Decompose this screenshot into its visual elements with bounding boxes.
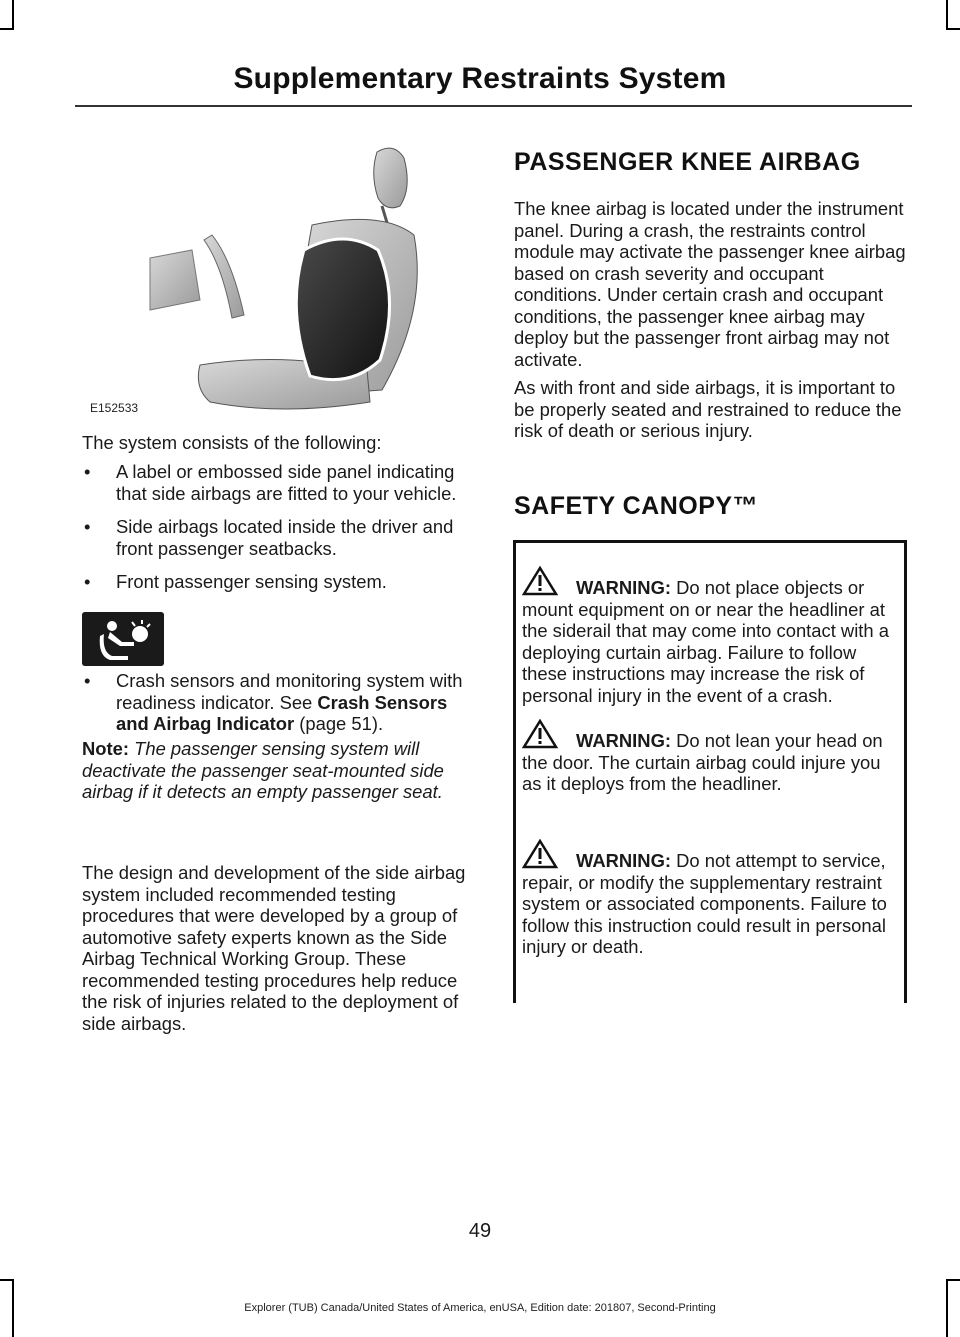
- list-item: [82, 670, 477, 735]
- airbag-warning-icon: [82, 612, 164, 666]
- header-divider: [75, 105, 912, 107]
- note-paragraph: [82, 738, 477, 803]
- warning-text: Do not place objects or mount equipment on or near the headliner at the siderail that may come into contact with a deploying curtain airbag. Failure to follow these instructions may increase the risk of personal injury in the event of a crash.: [522, 577, 889, 706]
- figure-id: E152533: [90, 401, 139, 415]
- note-label: Note:: [82, 738, 129, 759]
- design-paragraph: The design and development of the side airbag system included recommended testing procedures that were developed by a group of automotive safety experts known as the Side Airbag Technical Working Group. These recommended testing procedures help reduce the risk of injuries related to the deployment of side airbags.: [82, 862, 466, 1034]
- crop-mark: [946, 1279, 960, 1281]
- warning-2: [522, 719, 898, 795]
- warning-triangle-icon: [522, 719, 574, 749]
- components-list: [82, 461, 477, 605]
- knee-airbag-heading: PASSENGER KNEE AIRBAG: [514, 148, 861, 176]
- crash-bullet-text: Crash sensors and monitoring system with readiness indicator. See: [116, 670, 463, 713]
- warning-triangle-icon: [522, 566, 574, 596]
- knee-paragraph-1: The knee airbag is located under the instrument panel. During a crash, the restraints control module may activate the passenger knee airbag based on crash severity and occupant conditions. Under certain crash and occupant conditions, the passenger knee airbag may deploy but the passenger front airbag may not activate.: [514, 198, 906, 370]
- intro-paragraph: The system consists of the following:: [82, 432, 382, 453]
- warning-text: Do not attempt to service, repair, or modify the supplementary restraint system or associated components. Failure to follow this instruction could result in personal injury or death.: [522, 850, 887, 957]
- page-number: 49: [468, 1220, 492, 1242]
- side-airbag-seat-illustration: [82, 140, 432, 420]
- crop-mark: [12, 0, 14, 28]
- page-title: Supplementary Restraints System: [233, 62, 727, 95]
- crop-mark: [0, 1279, 14, 1281]
- crash-bullet-page: (page 51).: [294, 713, 384, 734]
- crop-mark: [0, 28, 14, 30]
- crop-mark: [946, 28, 960, 30]
- crash-sensors-link[interactable]: Crash Sensors and Airbag Indicator: [116, 691, 448, 734]
- warning-text: Do not lean your head on the door. The curtain airbag could injure you as it deploys from the headliner.: [522, 730, 883, 794]
- list-item: • A label or embossed side panel indicating that side airbags are fitted to your vehicle.: [82, 461, 477, 504]
- warning-label: WARNING:: [576, 850, 672, 871]
- crop-mark: [946, 0, 948, 28]
- warning-1: [522, 566, 898, 706]
- note-text: The passenger sensing system will deactivate the passenger seat-mounted side airbag if it detects an empty passenger seat.: [82, 738, 444, 802]
- warning-label: WARNING:: [576, 577, 672, 598]
- footer-text: Explorer (TUB) Canada/United States of America, enUSA, Edition date: 201807, Second-Printing: [244, 1302, 716, 1314]
- safety-canopy-heading: SAFETY CANOPY™: [514, 492, 759, 520]
- list-item: • Side airbags located inside the driver and front passenger seatbacks.: [82, 516, 477, 559]
- warning-triangle-icon: [522, 839, 574, 869]
- warning-3: [522, 839, 898, 958]
- crash-sensor-list: [82, 670, 477, 735]
- warning-label: WARNING:: [576, 730, 672, 751]
- list-item: • Front passenger sensing system.: [82, 571, 477, 593]
- knee-paragraph-2: As with front and side airbags, it is important to be properly seated and restrained to reduce the risk of death or serious injury.: [514, 377, 902, 441]
